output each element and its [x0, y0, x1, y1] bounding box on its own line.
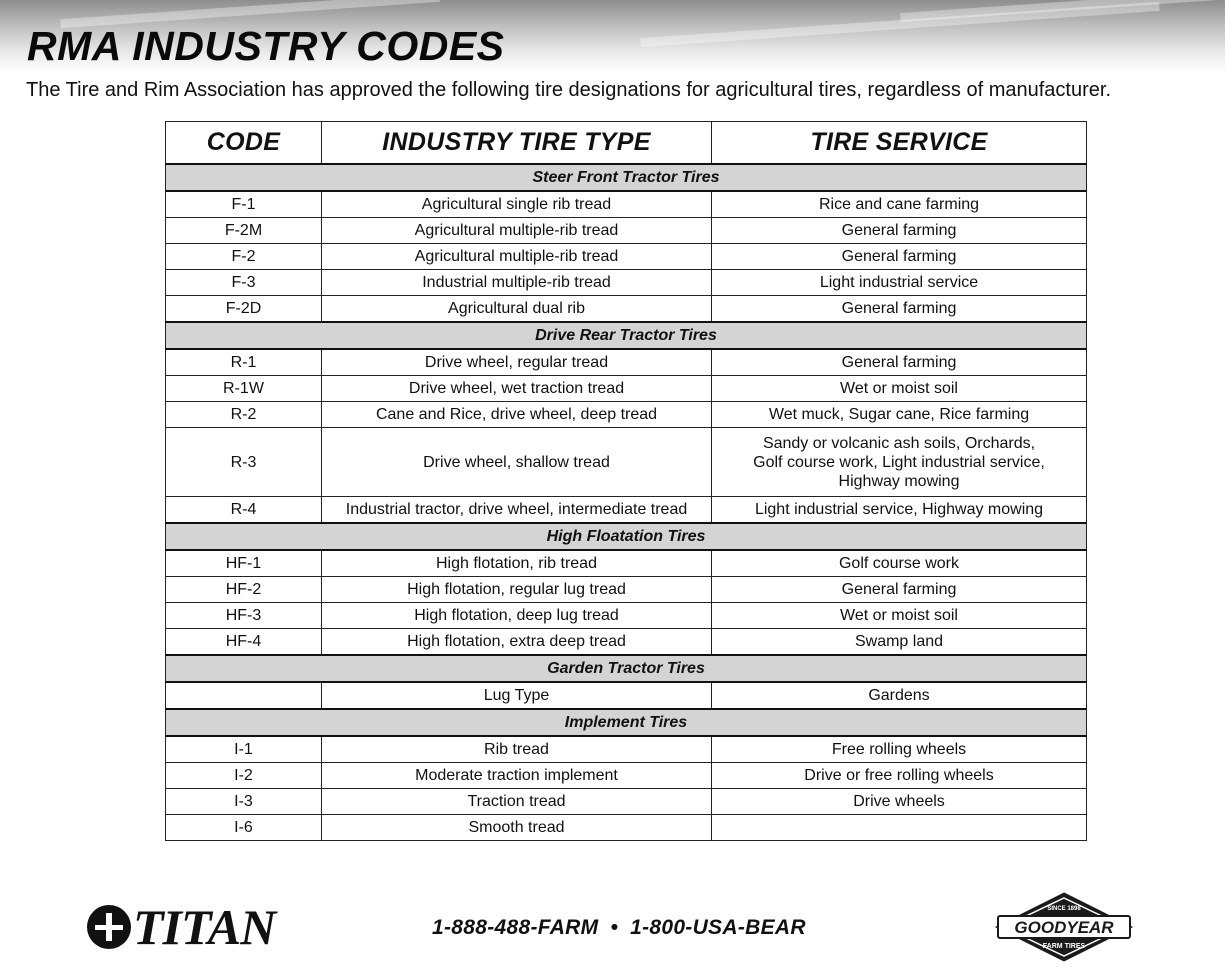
cell-tire-type: Drive wheel, wet traction tread: [322, 376, 712, 402]
cell-tire-service: Free rolling wheels: [712, 736, 1087, 763]
table-row: [166, 629, 1087, 656]
section-title: Steer Front Tractor Tires: [166, 164, 1087, 191]
cell-code: R-1W: [166, 376, 322, 402]
section-title: Drive Rear Tractor Tires: [166, 322, 1087, 349]
cell-tire-service: Wet or moist soil: [712, 376, 1087, 402]
cell-code: F-2D: [166, 296, 322, 323]
phone-number-bear: 1-800-USA-BEAR: [630, 916, 806, 939]
cell-tire-type: Rib tread: [322, 736, 712, 763]
cell-code: I-6: [166, 815, 322, 841]
section-header-row: [166, 523, 1087, 550]
cell-tire-service: Drive or free rolling wheels: [712, 763, 1087, 789]
section-title: High Floatation Tires: [166, 523, 1087, 550]
phone-number-farm: 1-888-488-FARM: [432, 916, 599, 939]
cell-code: F-3: [166, 270, 322, 296]
cell-code: F-2M: [166, 218, 322, 244]
cell-code: R-3: [166, 428, 322, 497]
table-row: [166, 736, 1087, 763]
cell-tire-type: High flotation, regular lug tread: [322, 577, 712, 603]
cell-tire-service: Sandy or volcanic ash soils, Orchards, Golf course work, Light industrial service, Highway mowing: [712, 428, 1087, 497]
cell-tire-type: High flotation, rib tread: [322, 550, 712, 577]
titan-wheel-icon: [87, 905, 131, 949]
cell-code: I-3: [166, 789, 322, 815]
column-header-tire-service: TIRE SERVICE: [712, 122, 1087, 165]
table-row: [166, 270, 1087, 296]
cell-tire-service: General farming: [712, 349, 1087, 376]
cell-tire-service: General farming: [712, 244, 1087, 270]
industry-codes-table: [165, 121, 1087, 841]
page-subtitle: The Tire and Rim Association has approved the following tire designations for agricultural tires, regardless of manufacturer.: [26, 79, 1111, 101]
cell-tire-service: Golf course work: [712, 550, 1087, 577]
cell-tire-type: Agricultural multiple-rib tread: [322, 218, 712, 244]
phone-separator: •: [610, 916, 619, 939]
cell-code: I-1: [166, 736, 322, 763]
cell-tire-type: Industrial tractor, drive wheel, intermediate tread: [322, 497, 712, 524]
column-header-tire-type: INDUSTRY TIRE TYPE: [322, 122, 712, 165]
cell-tire-type: Smooth tread: [322, 815, 712, 841]
goodyear-since-text: SINCE 1898: [1047, 906, 1081, 912]
table-row: [166, 763, 1087, 789]
cell-tire-service: [712, 815, 1087, 841]
cell-tire-service: Rice and cane farming: [712, 191, 1087, 218]
cell-code: [166, 682, 322, 709]
goodyear-wordmark: GOODYEAR: [1014, 918, 1114, 937]
phone-numbers: [432, 916, 806, 940]
cell-tire-type: Industrial multiple-rib tread: [322, 270, 712, 296]
page-title: RMA INDUSTRY CODES: [27, 23, 505, 69]
table-row: [166, 376, 1087, 402]
cell-code: F-2: [166, 244, 322, 270]
table-body: [166, 164, 1087, 841]
goodyear-farm-tires-logo: [994, 892, 1134, 962]
table-row: [166, 815, 1087, 841]
cell-code: I-2: [166, 763, 322, 789]
table-row: [166, 577, 1087, 603]
cell-tire-service: Light industrial service, Highway mowing: [712, 497, 1087, 524]
cell-tire-service: General farming: [712, 296, 1087, 323]
table-header-row: [166, 122, 1087, 165]
table-row: [166, 497, 1087, 524]
table-row: [166, 428, 1087, 497]
cell-code: F-1: [166, 191, 322, 218]
table-row: [166, 218, 1087, 244]
section-header-row: [166, 164, 1087, 191]
cell-tire-service: Wet muck, Sugar cane, Rice farming: [712, 402, 1087, 428]
table-row: [166, 244, 1087, 270]
table-row: [166, 789, 1087, 815]
column-header-code: CODE: [166, 122, 322, 165]
cell-code: HF-4: [166, 629, 322, 656]
titan-logo-text: TITAN: [133, 899, 276, 955]
titan-logo: [87, 899, 276, 955]
cell-tire-service: General farming: [712, 218, 1087, 244]
table-row: [166, 550, 1087, 577]
table-row: [166, 296, 1087, 323]
table-row: [166, 682, 1087, 709]
table-row: [166, 191, 1087, 218]
cell-tire-service: General farming: [712, 577, 1087, 603]
cell-tire-service: Light industrial service: [712, 270, 1087, 296]
cell-tire-type: High flotation, deep lug tread: [322, 603, 712, 629]
section-title: Implement Tires: [166, 709, 1087, 736]
cell-tire-type: Cane and Rice, drive wheel, deep tread: [322, 402, 712, 428]
cell-tire-service: Gardens: [712, 682, 1087, 709]
section-header-row: [166, 322, 1087, 349]
cell-code: HF-2: [166, 577, 322, 603]
cell-code: R-4: [166, 497, 322, 524]
goodyear-farm-tires-text: FARM TIRES: [1042, 943, 1086, 950]
table-row: [166, 402, 1087, 428]
section-header-row: [166, 709, 1087, 736]
cell-code: R-1: [166, 349, 322, 376]
cell-code: HF-1: [166, 550, 322, 577]
cell-tire-type: Agricultural multiple-rib tread: [322, 244, 712, 270]
cell-tire-type: High flotation, extra deep tread: [322, 629, 712, 656]
cell-tire-type: Agricultural single rib tread: [322, 191, 712, 218]
cell-tire-service: Wet or moist soil: [712, 603, 1087, 629]
cell-tire-service: Drive wheels: [712, 789, 1087, 815]
cell-tire-type: Lug Type: [322, 682, 712, 709]
cell-tire-service: Swamp land: [712, 629, 1087, 656]
table-row: [166, 603, 1087, 629]
cell-tire-type: Traction tread: [322, 789, 712, 815]
cell-tire-type: Drive wheel, shallow tread: [322, 428, 712, 497]
cell-code: HF-3: [166, 603, 322, 629]
section-title: Garden Tractor Tires: [166, 655, 1087, 682]
section-header-row: [166, 655, 1087, 682]
cell-tire-type: Moderate traction implement: [322, 763, 712, 789]
cell-tire-type: Drive wheel, regular tread: [322, 349, 712, 376]
table-row: [166, 349, 1087, 376]
cell-tire-type: Agricultural dual rib: [322, 296, 712, 323]
cell-code: R-2: [166, 402, 322, 428]
